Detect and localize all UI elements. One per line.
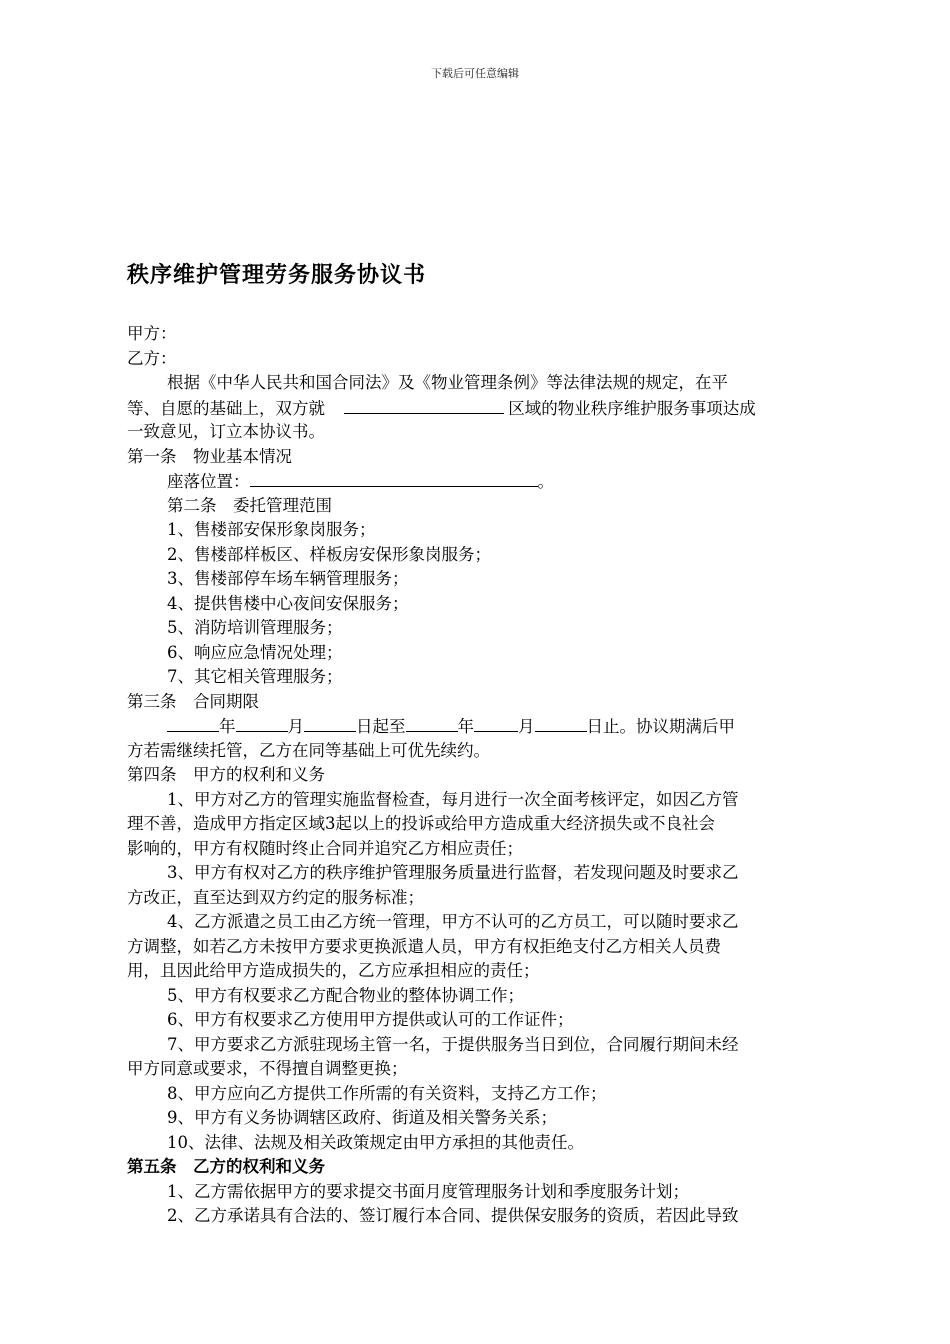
intro-line-2-pre: 等、自愿的基础上，双方就 xyxy=(127,398,325,418)
intro-line-2 xyxy=(127,396,834,421)
clause-line: 1、甲方对乙方的管理实施监督检查，每月进行一次全面考核评定，如因乙方管 xyxy=(167,789,739,809)
article-1-heading: 第一条 物业基本情况 xyxy=(127,446,292,466)
end-month-blank[interactable] xyxy=(474,714,518,732)
clause-line: 理不善，造成甲方指定区域3起以上的投诉或给甲方造成重大经济损失或不良社会 xyxy=(127,814,715,833)
clause-line: 10、法律、法规及相关政策规定由甲方承担的其他责任。 xyxy=(167,1132,584,1152)
clause-line: 8、甲方应向乙方提供工作所需的有关资料，支持乙方工作； xyxy=(167,1083,607,1103)
clause-line: 用，且因此给甲方造成损失的，乙方应承担相应的责任； xyxy=(127,961,540,980)
intro-line-3: 一致意见，订立本协议书。 xyxy=(127,422,325,441)
article-4-clauses xyxy=(127,788,834,1156)
start-month-blank[interactable] xyxy=(236,714,288,732)
start-day-blank[interactable] xyxy=(304,714,356,732)
region-blank[interactable] xyxy=(344,396,504,414)
party-a-label: 甲方： xyxy=(127,324,177,343)
day-from-label: 日起至 xyxy=(356,717,406,736)
clause-line: 1、乙方需依据甲方的要求提交书面月度管理服务计划和季度服务计划； xyxy=(167,1181,689,1201)
clause-line: 6、甲方有权要求乙方使用甲方提供或认可的工作证件； xyxy=(167,1010,574,1029)
document-title: 秩序维护管理劳务服务协议书 xyxy=(127,262,427,288)
clause-line: 方改正，直至达到双方约定的服务标准； xyxy=(127,887,424,907)
end-day-blank[interactable] xyxy=(535,714,587,732)
month-label: 月 xyxy=(287,717,304,736)
scope-item: 4、提供售楼中心夜间安保服务； xyxy=(167,593,409,613)
article-3-heading: 第三条 合同期限 xyxy=(127,691,259,711)
term-line-2: 方若需继续托管，乙方在同等基础上可优先续约。 xyxy=(127,740,490,760)
clause-line: 方调整，如若乙方未按甲方要求更换派遣人员，甲方有权拒绝支付乙方相关人员费 xyxy=(127,936,721,956)
year-label: 年 xyxy=(457,717,474,736)
clause-line: 影响的，甲方有权随时终止合同并追究乙方相应责任； xyxy=(127,838,523,858)
end-year-blank[interactable] xyxy=(406,714,458,732)
location-line xyxy=(127,469,834,494)
clause-line: 3、甲方有权对乙方的秩序维护管理服务质量进行监督，若发现问题及时要求乙 xyxy=(167,863,739,882)
location-end: 。 xyxy=(537,472,554,491)
scope-item: 3、售楼部停车场车辆管理服务； xyxy=(167,569,409,588)
month-label: 月 xyxy=(518,717,535,736)
start-year-blank[interactable] xyxy=(167,714,219,732)
scope-item: 5、消防培训管理服务； xyxy=(167,618,343,637)
header-note: 下载后可任意编辑 xyxy=(431,67,519,80)
document-body xyxy=(127,322,834,1229)
scope-item: 6、响应应急情况处理； xyxy=(167,642,343,662)
day-to-label: 日止。协议期满后甲 xyxy=(586,717,735,736)
location-blank[interactable] xyxy=(250,469,538,487)
scope-item: 7、其它相关管理服务； xyxy=(167,667,343,686)
scope-item: 1、售楼部安保形象岗服务； xyxy=(167,520,376,539)
scope-item: 2、售楼部样板区、样板房安保形象岗服务； xyxy=(167,544,491,564)
clause-line: 甲方同意或要求，不得擅自调整更换； xyxy=(127,1059,408,1078)
clause-line: 7、甲方要求乙方派驻现场主管一名，于提供服务当日到位，合同履行期间未经 xyxy=(167,1034,739,1054)
clause-line: 9、甲方有义务协调辖区政府、街道及相关警务关系； xyxy=(167,1108,557,1127)
intro-line-2-post: 区域的物业秩序维护服务事项达成 xyxy=(508,398,756,418)
clause-line: 5、甲方有权要求乙方配合物业的整体协调工作； xyxy=(167,985,524,1005)
clause-line: 2、乙方承诺具有合法的、签订履行本合同、提供保安服务的资质，若因此导致 xyxy=(167,1206,739,1225)
article-5-heading: 第五条 乙方的权利和义务 xyxy=(127,1157,325,1176)
article-4-heading: 第四条 甲方的权利和义务 xyxy=(127,765,325,784)
clause-line: 4、乙方派遣之员工由乙方统一管理，甲方不认可的乙方员工，可以随时要求乙 xyxy=(167,912,739,931)
intro-line-1: 根据《中华人民共和国合同法》及《物业管理条例》等法律法规的规定，在平 xyxy=(167,373,728,392)
location-label: 座落位置： xyxy=(167,472,250,491)
party-b-label: 乙方： xyxy=(127,348,177,368)
article-2-heading: 第二条 委托管理范围 xyxy=(167,495,332,515)
year-label: 年 xyxy=(219,717,236,736)
term-line-1 xyxy=(127,714,834,739)
